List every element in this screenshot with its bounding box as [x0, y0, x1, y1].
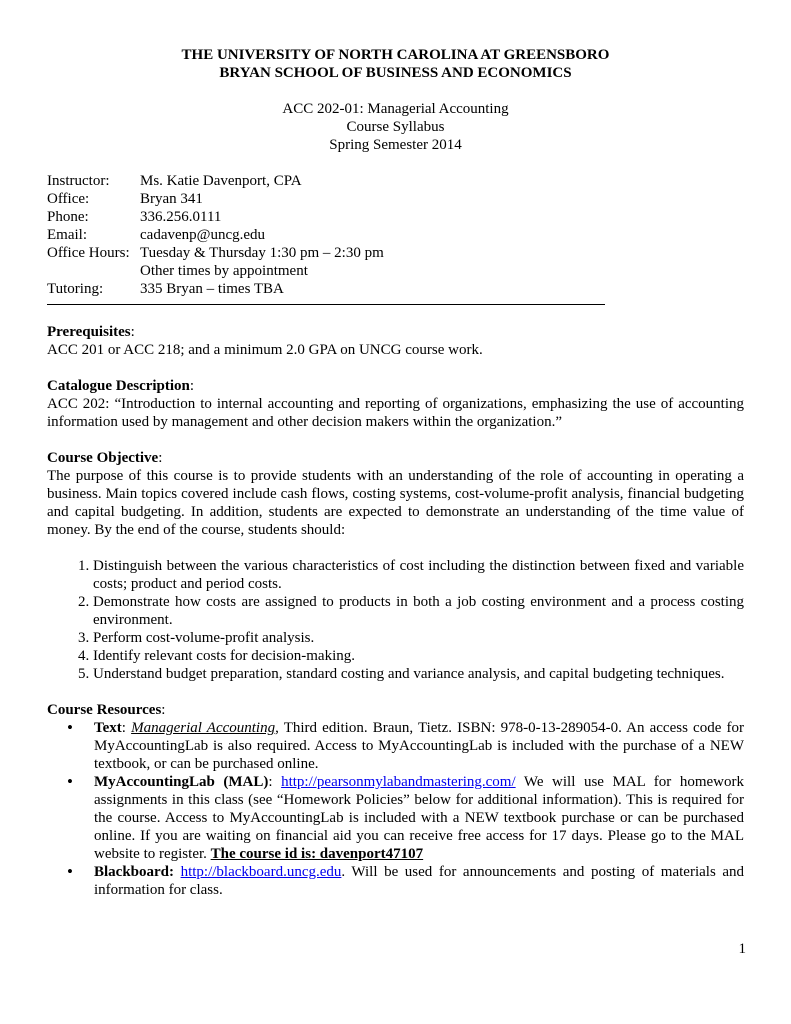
resource-label: Text — [94, 720, 122, 736]
list-item — [94, 863, 744, 899]
info-value: 336.256.0111 — [140, 209, 222, 225]
list-item: • MyAccountingLab (MAL): http://pearsonmylabandmastering.com/ We will use MAL for homework assignments in this class (see “Homework Policies” below for additional information). This is required for the course. Access to MyAccountingLab is included with a NEW textbook purchase or can be purchased online. If you are waiting on financial aid you can receive free access for 17 days. Please go to the MAL website to register. The course id is: davenport47107 — [94, 773, 744, 863]
list-item: 2. Demonstrate how costs are assigned to products in both a job costing environment and a process costing environment. — [93, 593, 744, 629]
resources-list — [47, 719, 744, 899]
list-item: • Text: Managerial Accounting, Third edition. Braun, Tietz. ISBN: 978-0-13-289054-0. An access code for MyAccountingLab is also required. Access to MyAccountingLab is included with the purchase of a NEW textbook, or can be purchased online. — [94, 719, 744, 773]
course-id: The course id is: davenport47107 — [210, 846, 424, 862]
resource-text: . Will be used for announcements and posting of materials and information for class. — [94, 864, 745, 898]
objective-list — [47, 557, 744, 683]
resource-text: , Third edition. Braun, Tietz. ISBN: 978-0-13-289054-0. An access code for MyAccountingLab is also required. Access to MyAccountingLab is included with the purchase of a NEW textbook, or can be purchased online. — [94, 720, 744, 772]
resource-text: We will use MAL for homework assignments in this class (see “Homework Policies” below for additional information). This is required for the course. Access to MyAccountingLab is included with a NEW textbook purchase or can be purchased online. If you are waiting on financial aid you can receive free access for 17 days. Please go to the MAL website to register. — [94, 774, 744, 862]
info-value: Other times by appointment — [140, 263, 308, 279]
objective-section: Course Objective: The purpose of this course is to provide students with an understanding of the role of accounting in operating a business. Main topics covered include cash flows, costing systems, cost-volume-profit analysis, financial budgeting and capital budgeting. In addition, students are expected to demonstrate an understanding of the time value of money. By the end of the course, students should: 1. Distinguish between the various characteristics of cost including the distinction between fixed and variable costs; product and period costs. 2. Demonstrate how costs are assigned to products in both a job costing environment and a process costing environment. 3. Perform cost-volume-profit analysis. 4. Identify relevant costs for decision-making. 5. Understand budget preparation, standard costing and variance analysis, and capital budgeting techniques. — [47, 449, 744, 683]
document-type: Course Syllabus — [346, 119, 445, 135]
resource-label: Blackboard: — [94, 864, 175, 880]
university-name: THE UNIVERSITY OF NORTH CAROLINA AT GREENSBORO — [181, 47, 610, 63]
info-label: Instructor: — [47, 173, 110, 189]
list-item: 5. Understand budget preparation, standard costing and variance analysis, and capital budgeting techniques. — [93, 665, 744, 683]
pearson-link[interactable]: http://pearsonmylabandmastering.com/ — [281, 774, 516, 790]
page-number: 1 — [738, 941, 746, 957]
info-value: Bryan 341 — [140, 191, 203, 207]
section-heading: Catalogue Description — [47, 378, 190, 394]
info-label: Phone: — [47, 209, 89, 225]
school-name: BRYAN SCHOOL OF BUSINESS AND ECONOMICS — [219, 65, 572, 81]
resources-section: Course Resources: • Text: Managerial Accounting, Third edition. Braun, Tietz. ISBN: 978-0-13-289054-0. An access code for MyAccountingLab is also required. Access to MyAccountingLab is included with the purchase of a NEW textbook, or can be purchased online. • MyAccountingLab (MAL): http://pearsonmylabandmastering.com/ We will use MAL for homework assignments in this class (see “Homework Policies” below for additional information). This is required for the course. Access to MyAccountingLab is included with a NEW textbook purchase or can be purchased online. If you are waiting on financial aid you can receive free access for 17 days. Please go to the MAL website to register. The course id is: davenport47107 • Blackboard: http://blackboard.uncg.edu. Will be used for announcements and posting of materials and information for class. — [47, 701, 744, 899]
section-heading: Course Resources — [47, 702, 162, 718]
info-label: Email: — [47, 227, 87, 243]
info-label: Tutoring: — [47, 281, 104, 297]
catalogue-section: Catalogue Description: ACC 202: “Introduction to internal accounting and reporting of organizations, emphasizing the use of accounting information used by management and other decision makers within the organization.” — [47, 378, 744, 430]
list-item: 3. Perform cost-volume-profit analysis. — [93, 629, 744, 647]
list-item: 1. Distinguish between the various characteristics of cost including the distinction between fixed and variable costs; product and period costs. — [93, 557, 744, 593]
instructor-info-table — [47, 172, 744, 298]
prerequisites-section: Prerequisites: ACC 201 or ACC 218; and a minimum 2.0 GPA on UNCG course work. — [47, 323, 744, 359]
info-value: Ms. Katie Davenport, CPA — [140, 173, 302, 189]
info-label — [47, 262, 140, 280]
catalogue-text: ACC 202: “Introduction to internal accounting and reporting of organizations, emphasizing the use of accounting information used by management and other decision makers within the organization.” — [47, 396, 744, 430]
section-heading: Course Objective — [47, 450, 159, 466]
section-heading: Prerequisites — [47, 324, 131, 340]
book-title: Managerial Accounting — [131, 720, 276, 736]
info-label: Office Hours: — [47, 245, 130, 261]
prerequisites-text: ACC 201 or ACC 218; and a minimum 2.0 GPA on UNCG course work. — [47, 342, 483, 358]
info-label: Office: — [47, 191, 90, 207]
info-value: Tuesday & Thursday 1:30 pm – 2:30 pm — [140, 245, 384, 261]
semester: Spring Semester 2014 — [329, 137, 462, 153]
blackboard-link[interactable]: http://blackboard.uncg.edu — [180, 864, 342, 880]
resource-label: MyAccountingLab (MAL) — [94, 774, 269, 790]
objective-text: The purpose of this course is to provide students with an understanding of the role of accounting in operating a business. Main topics covered include cash flows, costing systems, cost-volume-profit analysis, financial budgeting and capital budgeting. In addition, students are expected to demonstrate an understanding of the time value of money. By the end of the course, students should: — [47, 468, 744, 538]
info-value: cadavenp@uncg.edu — [140, 227, 266, 243]
syllabus-page — [47, 46, 744, 899]
list-item: 4. Identify relevant costs for decision-making. — [93, 647, 744, 665]
info-value: 335 Bryan – times TBA — [140, 281, 284, 297]
course-code-title: ACC 202-01: Managerial Accounting — [282, 101, 509, 117]
university-header — [47, 46, 744, 82]
course-title-block — [47, 100, 744, 154]
